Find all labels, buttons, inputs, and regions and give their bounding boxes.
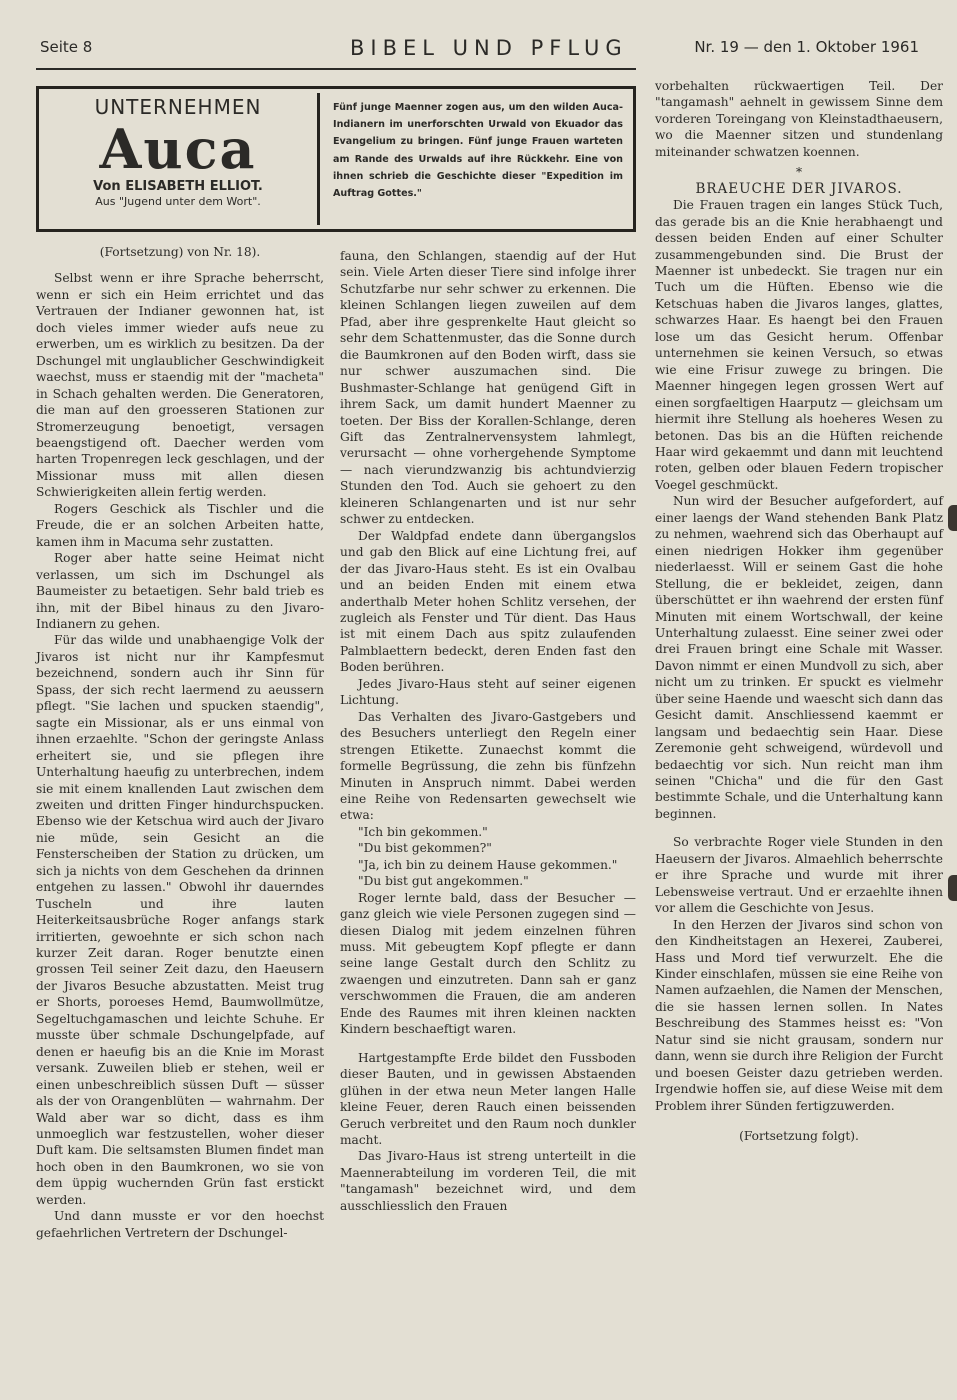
source-line: Aus "Jugend unter dem Wort". xyxy=(95,195,261,208)
to-be-continued-note: (Fortsetzung folgt). xyxy=(739,1129,859,1144)
dialogue-line: "Ich bin gekommen." xyxy=(358,824,488,839)
paragraph: Roger lernte bald, dass der Besucher — ganz gleich wie viele Personen zugegen sind — diesen Dialog mit jedem einzelnen führen muss. Mit gebeugtem Kopf pflegte er dann seine lange Gestalt durch den Schlitz zu zwaengen und einzutreten. Dann sah er ganz verschwommen die Frauen, die am anderen Ende des Raumes mit ihren kleinen nackten Kindern beschaeftigt waren. xyxy=(340,890,636,1037)
paragraph: Jedes Jivaro-Haus steht auf seiner eigenen Lichtung. xyxy=(340,676,636,708)
title-box-divider xyxy=(317,93,320,225)
issue-date: Nr. 19 — den 1. Oktober 1961 xyxy=(694,38,919,56)
section-separator: * xyxy=(795,165,803,180)
header-rule xyxy=(36,68,636,70)
column-2 xyxy=(340,248,636,1214)
paragraph-gap xyxy=(340,1038,636,1050)
paragraph: Das Jivaro-Haus ist streng unterteilt in die Maennerabteilung im vorderen Teil, die mit "tangamash" bezeichnet wird, und dem ausschliesslich den Frauen xyxy=(340,1149,636,1213)
masthead: BIBEL UND PFLUG xyxy=(350,36,628,60)
column-1 xyxy=(36,244,324,1241)
binder-hole xyxy=(948,505,957,531)
title-block xyxy=(39,89,317,229)
paragraph: Selbst wenn er ihre Sprache beherrscht, wenn er sich ein Heim errichtet und das Vertrauen der Indianer gewonnen hat, ist doch vieles immer wieder aufs neue zu erwerben, um es wirklich zu besitzen. Da der Dschungel mit unglaublicher Geschwindigkeit waechst, muss er staendig mit der "macheta" in Schach gehalten werden. Die Generatoren, die man auf den groesseren Stationen zur Stromerzeugung benoetigt, versagen beaengstigend oft. Daecher werden vom harten Tropenregen leck geschlagen, und der Missionar muss mit allen diesen Schwierigkeiten allein fertig werden. xyxy=(36,271,324,500)
dialogue-line: "Du bist gut angekommen." xyxy=(358,874,529,889)
paragraph: So verbrachte Roger viele Stunden in den Haeusern der Jivaros. Almaehlich beherrschte er ihre Sprache und wurde mit ihrer Lebensweise vertraut. Und er erzaehlte ihnen vor allem die Geschichte von Jesus. xyxy=(655,835,943,916)
paragraph: Für das wilde und unabhaengige Volk der Jivaros ist nicht nur ihr Kampfesmut bezeichnend, sondern auch ihr Sinn für Spass, der sich recht laermend zu aeussern pflegt. "Sie lachen und spucken staendig", sagte ein Missionar, als er uns einmal von ihnen erzaehlte. "Schon der geringste Anlass erheitert sie, und sie pflegen ihre Unterhaltung haeufig zu unterbrechen, indem sie mit einem knallenden Laut zwischen dem zweiten und dritten Finger hindurchspucken. Ebenso wie der Ketschua wird auch der Jivaro nie müde, sein Gesicht an die Fensterscheiben der Station zu drücken, um sich ja nichts von dem Geschehen da drinnen entgehen zu lassen." Obwohl ihr dauerndes Tuscheln und ihre lauten Heiterkeitsausbrüche Roger anfangs stark irritierten, gewoehnte er sich schon nach kurzer Zeit daran. Roger benutzte einen grossen Teil seiner Zeit dazu, den Haeusern der Jivaros Besuche abzustatten. Meist trug er Shorts, poroeses Hemd, Baumwollmütze, Segeltuchgamaschen und leichte Schuhe. Er musste über schmale Dschungelpfade, auf denen er haeufig bis an die Knie im Morast versank. Zuweilen blieb er stehen, weil er einen unbeschreiblich süssen Duft — süsser als der von Orangenblüten — wahrnahm. Der Wald aber war so dicht, dass es ihm unmoeglich war festzustellen, woher dieser Duft kam. Die seltsamsten Blumen findet man hoch oben in den Baumkronen, wo sie von dem üppig wuchernden Grün fast erstickt werden. xyxy=(36,633,324,1207)
paragraph: Und dann musste er vor den hoechst gefaehrlichen Vertretern der Dschungel- xyxy=(36,1209,324,1240)
section-heading: BRAEUCHE DER JIVAROS. xyxy=(695,180,903,197)
dialogue-line: "Ja, ich bin zu deinem Hause gekommen." xyxy=(358,857,618,872)
title-kicker: UNTERNEHMEN xyxy=(94,95,262,119)
paragraph: Der Waldpfad endete dann übergangslos und gab den Blick auf eine Lichtung frei, auf der das Jivaro-Haus steht. Es ist ein Ovalbau und an beiden Enden mit einem etwa anderthalb Meter hohen Schlitz versehen, der zugleich als Fenster und Tür dient. Das Haus ist mit einem Dach aus spitz zulaufenden Palmblaettern bedeckt, deren Enden fast den Boden berühren. xyxy=(340,528,636,675)
continuation-note: (Fortsetzung) von Nr. 18). xyxy=(99,245,261,259)
article-title-box xyxy=(36,86,636,232)
paragraph: Die Frauen tragen ein langes Stück Tuch, das gerade bis an die Knie herabhaengt und dessen beiden Enden auf einer Schulter zusammengebunden sind. Die Brust der Maenner ist unbedeckt. Sie tragen nur ein Tuch um die Hüften. Ebenso wie die Ketschuas haben die Jivaros langes, glattes, schwarzes Haar. Es haengt bei den Frauen lose um das Gesicht herum. Offenbar unternehmen sie keinen Versuch, so etwas wie eine Frisur zuwege zu bringen. Die Maenner hingegen legen grossen Wert auf einen sorgfaeltigen Haarputz — gleichsam um hiermit ihre Stellung als hoeheres Wesen zu betonen. Das bis an die Hüften reichende Haar wird gekaemmt und dann mit leuchtend roten, gelben oder blauen Federn tropischer Voegel geschmückt. xyxy=(655,198,943,492)
paragraph: Rogers Geschick als Tischler und die Freude, die er an solchen Arbeiten hatte, kamen ihm in Macuma sehr zustatten. xyxy=(36,501,324,549)
paragraph: Das Verhalten des Jivaro-Gastgebers und des Besuchers unterliegt den Regeln einer strengen Etikette. Zunaechst kommt die formelle Begrüssung, die zehn bis fünfzehn Minuten in Anspruch nimmt. Dabei werden eine Reihe von Redensarten gewechselt wie etwa: xyxy=(340,709,636,823)
dialogue-line: "Du bist gekommen?" xyxy=(358,841,492,856)
author-line: Von ELISABETH ELLIOT. xyxy=(93,179,263,194)
paragraph: In den Herzen der Jivaros sind schon von den Kindheitstagen an Hexerei, Zauberei, Hass und Mord tief verwurzelt. Ehe die Kinder einschlafen, müssen sie eine Reihe von Namen aufzaehlen, die Namen der Menschen, die sie hassen lernen sollen. In Nates Beschreibung des Stammes heisst es: "Von Natur sind sie nicht grausam, sondern nur dann, wenn sie durch ihre Religion der Furcht und boesen Geister dazu getrieben werden. Irgendwie hoffen sie, auf diese Weise mit dem Problem ihrer Sünden fertigzuwerden. xyxy=(655,917,943,1113)
paragraph: vorbehalten rückwaertigen Teil. Der "tangamash" aehnelt in gewissem Sinne dem vorderen Toreingang von Kleinstadthaeusern, wo die Maenner sitzen und stundenlang miteinander schwatzen koennen. xyxy=(655,79,943,159)
column-3 xyxy=(655,78,943,1145)
paragraph: Roger aber hatte seine Heimat nicht verlassen, um sich im Dschungel als Baumeister zu betaetigen. Sehr bald trieb es ihn, mit der Bibel hinaus zu den Jivaro-Indianern zu gehen. xyxy=(36,551,324,631)
paragraph-gap xyxy=(655,822,943,834)
article-title: Auca xyxy=(99,117,257,181)
page-header xyxy=(40,30,919,66)
page-number: Seite 8 xyxy=(40,38,93,56)
paragraph: Hartgestampfte Erde bildet den Fussboden dieser Bauten, und in gewissen Abstaenden glühen in der etwa neun Meter langen Halle kleine Feuer, deren Rauch einen beissenden Geruch verbreitet und den Raum noch dunkler macht. xyxy=(340,1050,636,1148)
paragraph: fauna, den Schlangen, staendig auf der Hut sein. Viele Arten dieser Tiere sind infolge ihrer Schutzfarbe nur sehr schwer zu erkennen. Die kleinen Schlangen liegen zuweilen auf dem Pfad, aber ihre gesprenkelte Haut gleicht so sehr dem Schattenmuster, das die Sonne durch die Baumkronen auf den Boden wirft, dass sie nur schwer auszumachen sind. Die Bushmaster-Schlange hat genügend Gift in ihrem Sack, um damit hundert Maenner zu toeten. Der Biss der Korallen-Schlange, deren Gift das Zentralnervensystem lahmlegt, verursacht — ohne vorhergehende Symptome — nach vierundzwanzig bis achtundvierzig Stunden den Tod. Auch sie gehoert zu den kleineren Schlangenarten und ist nur sehr schwer zu entdecken. xyxy=(340,249,636,527)
binder-hole xyxy=(948,875,957,901)
paragraph: Nun wird der Besucher aufgefordert, auf einer laengs der Wand stehenden Bank Platz zu nehmen, waehrend sich das Oberhaupt auf einen niedrigen Hokker ihm gegenüber niederlaesst. Will er seinem Gast die hohe Stellung, die er bekleidet, zeigen, dann überschüttet er ihn waehrend der ersten fünf Minuten mit einem Wortschwall, der keine Unterhaltung zulaesst. Eine seiner zwei oder drei Frauen bringt eine Schale mit Wasser. Davon nimmt er einen Mundvoll zu sich, aber nicht um zu trinken. Er spuckt es vielmehr über seine Haende und waescht sich dann das Gesicht damit. Anschliessend kaemmt er langsam und bedaechtig sein Haar. Diese Zeremonie geht schweigend, würdevoll und bedaechtig vor sich. Nun reicht man ihm seinen "Chicha" und die für den Gast bestimmte Schale, und die Unterhaltung kann beginnen. xyxy=(655,494,943,821)
article-summary: Fünf junge Maenner zogen aus, um den wilden Auca-Indianern im unerforschten Urwald von Ekuador das Evangelium zu bringen. Fünf junge Frauen warteten am Rande des Urwalds auf ihre Rückkehr. Eine von ihnen schrieb die Geschichte dieser "Expedition im Auftrag Gottes." xyxy=(333,102,623,200)
